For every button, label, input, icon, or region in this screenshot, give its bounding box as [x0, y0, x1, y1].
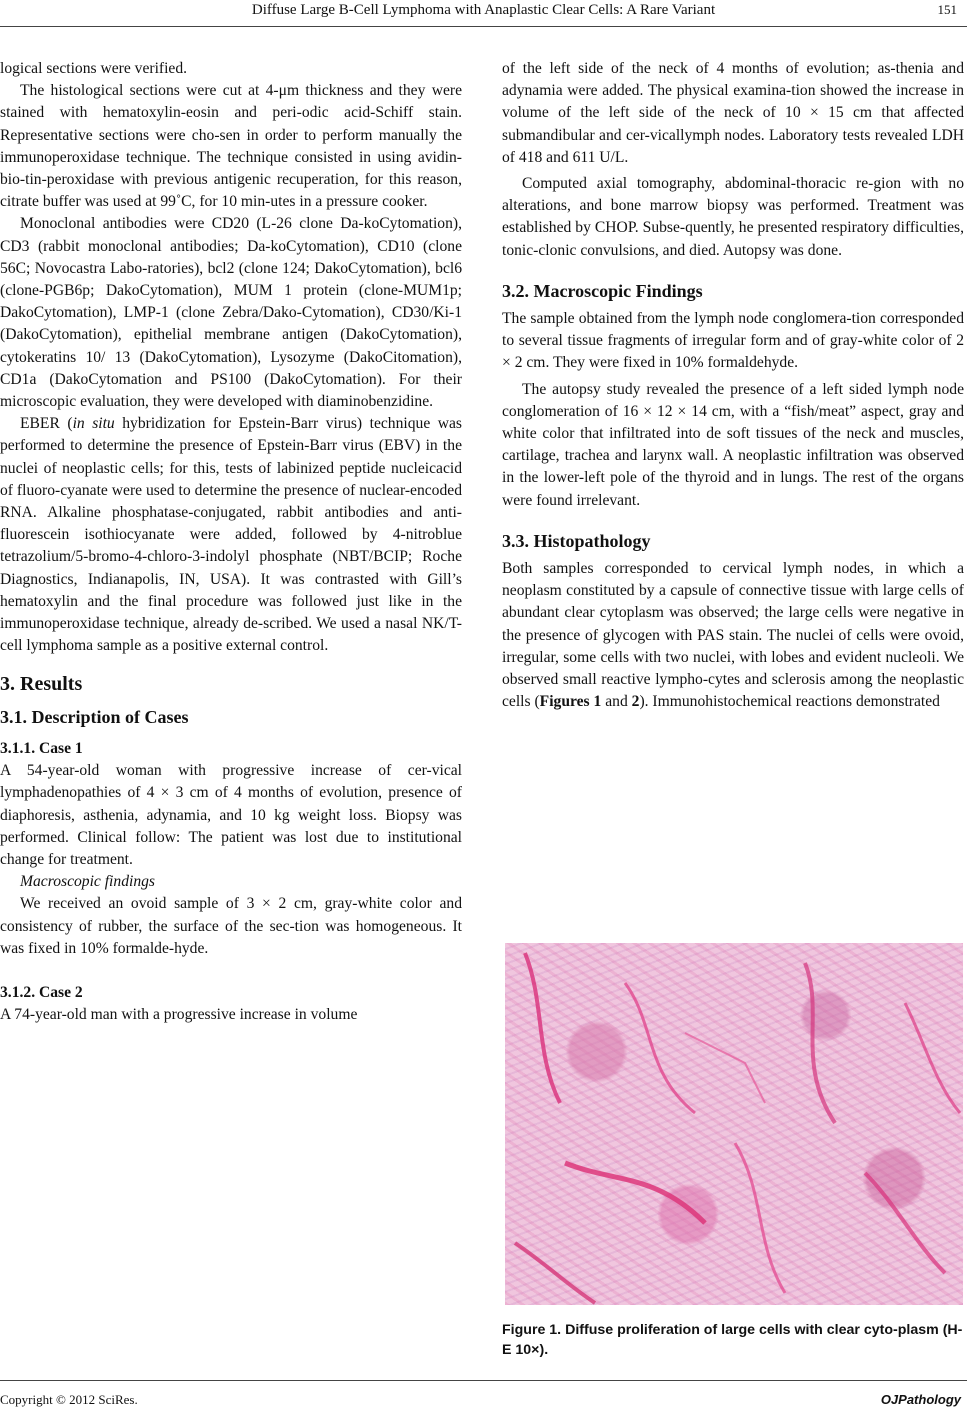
paragraph — [0, 413, 462, 657]
figure-reference: 2 — [631, 693, 640, 711]
paragraph: The sample obtained from the lymph node conglomera-tion corresponded to several tissue fragments of irregular form and of gray-white color of 2 × 2 cm. They were fixed in 10% formaldehyde. — [502, 310, 964, 372]
page-header — [0, 0, 967, 28]
section-heading: 3. Results — [0, 673, 83, 696]
paragraph: We received an ovoid sample of 3 × 2 cm, gray-white color and consistency of rubber, the surface of the sec-tion was homogeneous. It was fixed in 10% formalde-hyde. — [0, 895, 462, 957]
paragraph-text: EBER ( — [20, 415, 73, 433]
figure-reference: Figures 1 — [539, 693, 602, 711]
running-title: Diffuse Large B-Cell Lymphoma with Anaplastic Clear Cells: A Rare Variant — [251, 2, 716, 18]
paragraph: of the left side of the neck of 4 months of evolution; as-thenia and adynamia were added. The physical examina-tion showed the increase in volume of the left side of the neck of 10 × 15 cm that affected submandibular and cer-vicallymph nodes. Laboratory tests revealed LDH of 418 and 611 U/L. — [502, 60, 964, 166]
paragraph: The autopsy study revealed the presence of a left sided lymph node conglomeration of 16 × 12 × 14 cm, with a “fish/meat” aspect, gray and white color that infiltrated into de soft tissues of the neck and muscles, cartilage, trachea and larynx wall. A neoplastic infiltration was observed in the lower-left pole of the thyroid and in lungs. The rest of the organs were found irrelevant. — [502, 380, 964, 509]
paragraph: Monoclonal antibodies were CD20 (L-26 clone Da-koCytomation), CD3 (rabbit monoclonal antibodies; Da-koCytomation), CD10 (clone 56C; Novocastra Labo-ratories), bcl2 (clone 124; DakoCytomation), bcl6 (clone-PGB6p; DakoCytomation), MUM 1 protein (clone-MUM1p; DakoCytomation), LMP-1 (clone Zebra/Dako-Cytomation), CD30/Ki-1 (DakoCytomation), epithelial membrane antigen (DakoCytomation), cytokeratins 10/ 13 (DakoCytomation), Lysozyme (DakoCitomation), CD1a (DakoCytomation and PS100 (DakoCytomation). For their microscopic evaluation, they were developed with diaminobenzidine. — [0, 215, 462, 411]
italic-term: in situ — [72, 415, 115, 433]
subsubsection-heading: 3.1.2. Case 2 — [0, 983, 83, 1001]
page-number: 151 — [937, 2, 957, 17]
paragraph: Computed axial tomography, abdominal-thoracic re-gion with no alterations, and bone marrow biopsy was performed. Treatment was established by CHOP. Subse-quently, he presented respiratory difficulties, tonic-clonic convulsions, and died. Autopsy was done. — [502, 175, 964, 259]
copyright-notice: Copyright © 2012 SciRes. — [0, 1392, 138, 1407]
paragraph: The histological sections were cut at 4-μm thickness and they were stained with hematoxylin-eosin and peri-odic acid-Schiff stain. Representative sections were cho-sen in order to perform manually the immunoperoxidase technique. The technique consisted in using avidin-bio-tin-peroxidase with previous antigenic recuperation, for this reason, citrate buffer was used at 99˚C, for 10 min-utes in a pressure cooker. — [0, 82, 462, 211]
footer-rule — [0, 1380, 967, 1381]
paragraph-text: and — [601, 693, 632, 711]
header-rule — [0, 26, 967, 27]
paragraph — [502, 558, 964, 713]
paragraph-text: Both samples corresponded to cervical lymph nodes, in which a neoplasm constituted by a capsule of connective tissue with large cells of abundant clear cytoplasm was observed; the large cells were negative in the presence of glycogen with PAS stain. The nuclei of cells were ovoid, irregular, some cells with two nuclei, with lobes and evident nucleoli. We observed small reactive lympho-cytes and sclerosis among the neoplastic cells ( — [502, 560, 964, 711]
histology-micrograph — [505, 943, 963, 1305]
paragraph-text: hybridization for Epstein-Barr virus) technique was performed to determine the presence of Epstein-Barr virus (EBV) in the nuclei of neoplastic cells; for this, tests of labinized peptide nucleicacid of fluoro-cyanate were used to determine the presence of nuclear-encoded RNA. Alkaline phosphatase-conjugated, rabbit antibodies and anti-fluorescein isothiocyanate were added, followed by 4-nitroblue tetrazolium/5-bromo-4-chloro-3-indolyl phosphate (NBT/BCIP; Roche Diagnostics, Indianapolis, IN, USA). It was contrasted with Gill’s hematoxylin and the final procedure was followed just like in the immunoperoxidase technique, already de-scribed. We used a nasal NK/T-cell lymphoma sample as a positive external control. — [0, 415, 462, 655]
subsection-heading: 3.3. Histopathology — [502, 530, 651, 551]
subsubsection-heading: 3.1.1. Case 1 — [0, 739, 83, 757]
paragraph: logical sections were verified. — [0, 60, 188, 77]
paragraph-text: ). Immunohistochemical reactions demonstrated — [639, 693, 940, 711]
subsection-heading: 3.2. Macroscopic Findings — [502, 280, 703, 301]
paragraph: A 74-year-old man with a progressive increase in volume — [0, 1006, 358, 1024]
right-column — [502, 58, 964, 713]
journal-name: OJPathology — [880, 1392, 961, 1407]
subsection-heading: 3.1. Description of Cases — [0, 706, 189, 727]
paragraph: A 54-year-old woman with progressive increase of cer-vical lymphadenopathies of 4 × 3 cm of 4 months of evolution, presence of diaphoresis, asthenia, adynamia, and 10 kg weight loss. Biopsy was performed. Clinical follow: The patient was lost due to institutional change for treatment. — [0, 762, 462, 868]
left-column — [0, 58, 462, 1026]
micrograph-fibers — [505, 943, 963, 1305]
run-in-label: Macroscopic findings — [20, 873, 155, 891]
figure-caption: Figure 1. Diffuse proliferation of large cells with clear cyto-plasm (H-E 10×). — [502, 1322, 963, 1358]
